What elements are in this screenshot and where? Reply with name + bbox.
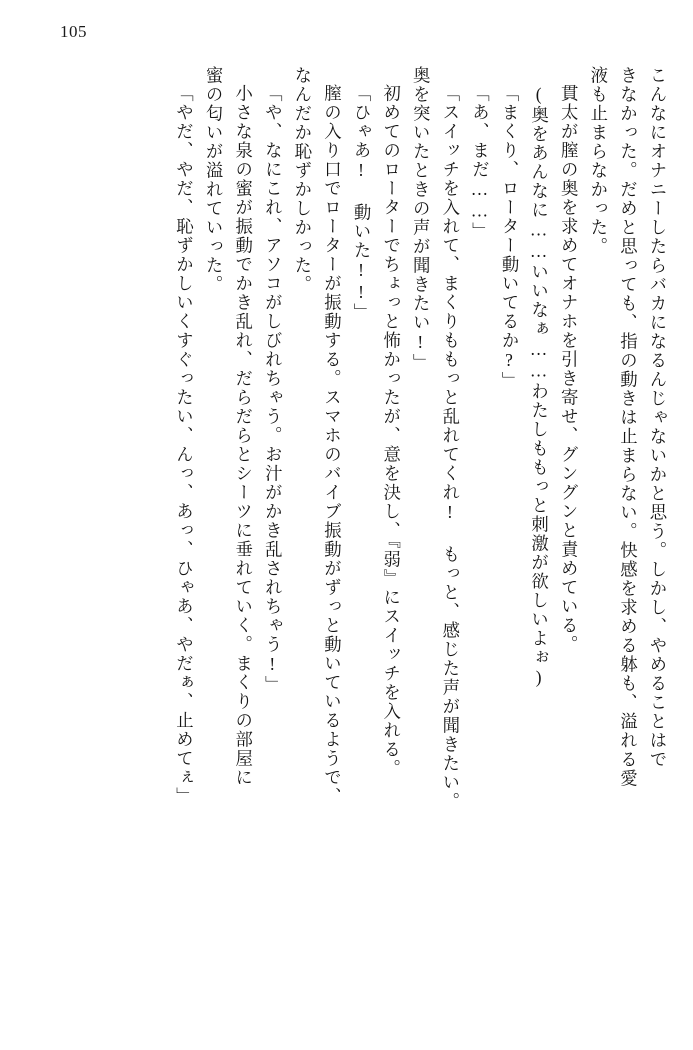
text-line: 初めてのローターでちょっと怖かったが、意を決し、『弱』にスイッチを入れる。 (380, 84, 401, 779)
text-line: なんだか恥ずかしかった。 (291, 66, 312, 294)
text-line: (奥をあんなに……いいなぁ……わたしももっと刺激が欲しいよぉ) (528, 84, 549, 689)
text-line: きなかった。だめと思っても、指の動きは止まらない。快感を求める躰も、溢れる愛 (617, 66, 638, 788)
text-line: 貫太が膣の奥を求めてオナホを引き寄せ、グングンと責めている。 (558, 84, 579, 654)
text-line: 「まくり、ローター動いてるか?」 (499, 84, 520, 391)
text-line: 「あ、まだ……」 (469, 84, 490, 242)
text-line: 奥を突いたときの声が聞きたい!」 (410, 66, 431, 373)
text-line: 「スイッチを入れて、まくりももっと乱れてくれ! もっと、感じた声が聞きたい。 (439, 84, 460, 812)
text-line: 小さな泉の蜜が振動でかき乱れ、だらだらとシーツに垂れていく。まくりの部屋に (232, 84, 253, 787)
text-line: 「やだ、やだ、恥ずかしいくすぐったい、んっ、あっ、ひゃあ、やだぁ、止めてぇ」 (173, 84, 194, 806)
text-line: 「や、なにこれ、アソコがしびれちゃう。お汁がかき乱されちゃう!」 (262, 84, 283, 695)
text-line: こんなにオナニーしたらバカになるんじゃないかと思う。しかし、やめることはで (647, 66, 667, 769)
text-line: 液も止まらなかった。 (587, 66, 608, 256)
page-number: 105 (60, 22, 87, 41)
text-line: 膣の入り口でローターが振動する。スマホのバイブ振動がずっと動いているようで、 (321, 84, 342, 806)
text-line: 「ひゃあ! 動いた!!」 (351, 84, 372, 323)
text-line: 蜜の匂いが溢れていった。 (203, 66, 224, 294)
body-text (34, 66, 665, 1028)
